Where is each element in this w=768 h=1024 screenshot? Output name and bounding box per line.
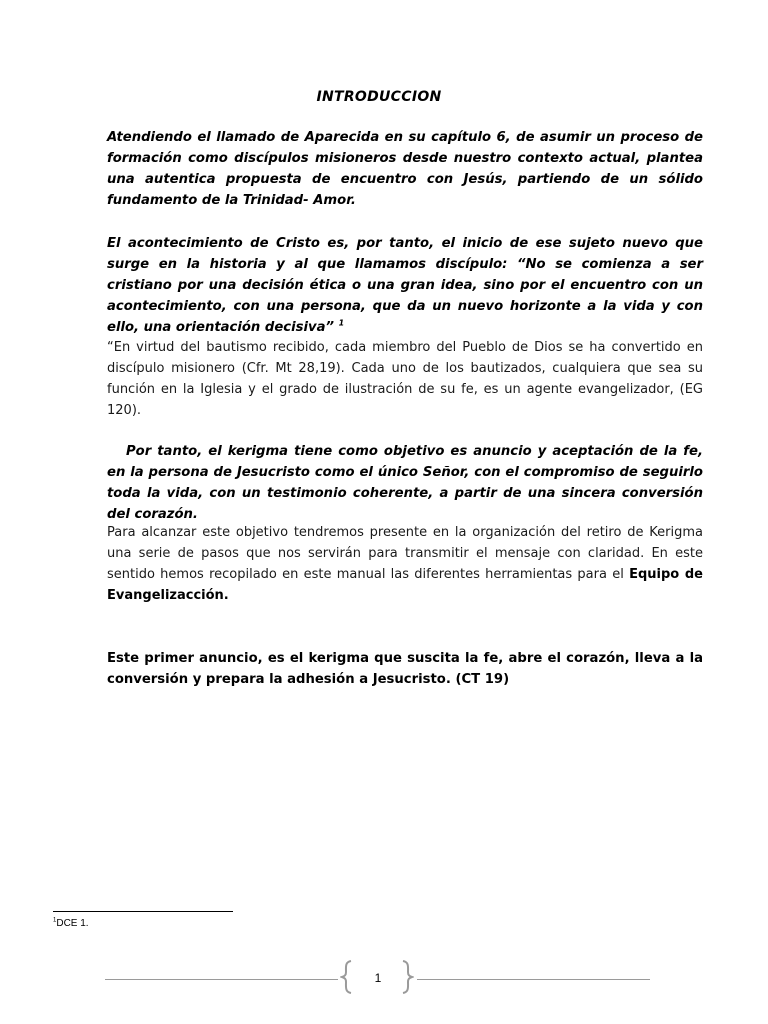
footnote bbox=[53, 918, 89, 929]
footer-line-right bbox=[417, 979, 650, 980]
paragraph-objetivo-text: Para alcanzar este objetivo tendremos presente en la organización del retiro de Kerigma una serie de pasos que nos servirán para transmitir el mensaje con claridad. En este sentido hemos recopilado en este manual las diferentes herramientas para el bbox=[107, 525, 703, 582]
footnote-text: DCE 1. bbox=[56, 918, 89, 929]
paragraph-bautismo: “En virtud del bautismo recibido, cada miembro del Pueblo de Dios se ha convertido en discípulo misionero (Cfr. Mt 28,19). Cada uno de los bautizados, cualquiera que sea su función en la Iglesia y el grado de ilustración de su fe, es un agente evangelizador, (EG 120). bbox=[107, 340, 703, 418]
footer-line-left bbox=[105, 979, 338, 980]
paragraph-acontecimiento bbox=[107, 233, 703, 338]
paragraph-primer-anuncio: Este primer anuncio, es el kerigma que suscita la fe, abre el corazón, lleva a la conversión y prepara la adhesión a Jesucristo. (CT 19) bbox=[107, 651, 703, 687]
page-number: 1 bbox=[374, 971, 382, 985]
paragraph-aparecida: Atendiendo el llamado de Aparecida en su capítulo 6, de asumir un proceso de formación como discípulos misioneros desde nuestro contexto actual, plantea una autentica propuesta de encuentro con Jesús, partiendo de un sólido fundamento de la Trinidad- Amor. bbox=[107, 130, 703, 208]
footnote-separator bbox=[53, 911, 233, 912]
left-brace-icon bbox=[340, 960, 354, 994]
paragraph-objetivo-bold: Equipo de Evangelizacción. bbox=[107, 567, 703, 603]
paragraph-acontecimiento-text: El acontecimiento de Cristo es, por tanto, el inicio de ese sujeto nuevo que surge en la historia y al que llamamos discípulo: “No se comienza a ser cristiano por una decisión ética o una gran idea, sino por el encuentro con un acontecimiento, con una persona, que da un nuevo horizonte a la vida y con ello, una orientación decisiva” bbox=[107, 236, 703, 335]
footnote-number: 1 bbox=[53, 917, 57, 924]
paragraph-kerigma: Por tanto, el kerigma tiene como objetivo es anuncio y aceptación de la fe, en la persona de Jesucristo como el único Señor, con el compromiso de seguirlo toda la vida, con un testimonio coherente, a partir de una sincera conversión del corazón. bbox=[107, 444, 703, 522]
page-title: INTRODUCCION bbox=[316, 89, 442, 105]
paragraph-objetivo bbox=[107, 522, 703, 606]
footnote-reference: 1 bbox=[338, 318, 345, 328]
right-brace-icon bbox=[400, 960, 414, 994]
